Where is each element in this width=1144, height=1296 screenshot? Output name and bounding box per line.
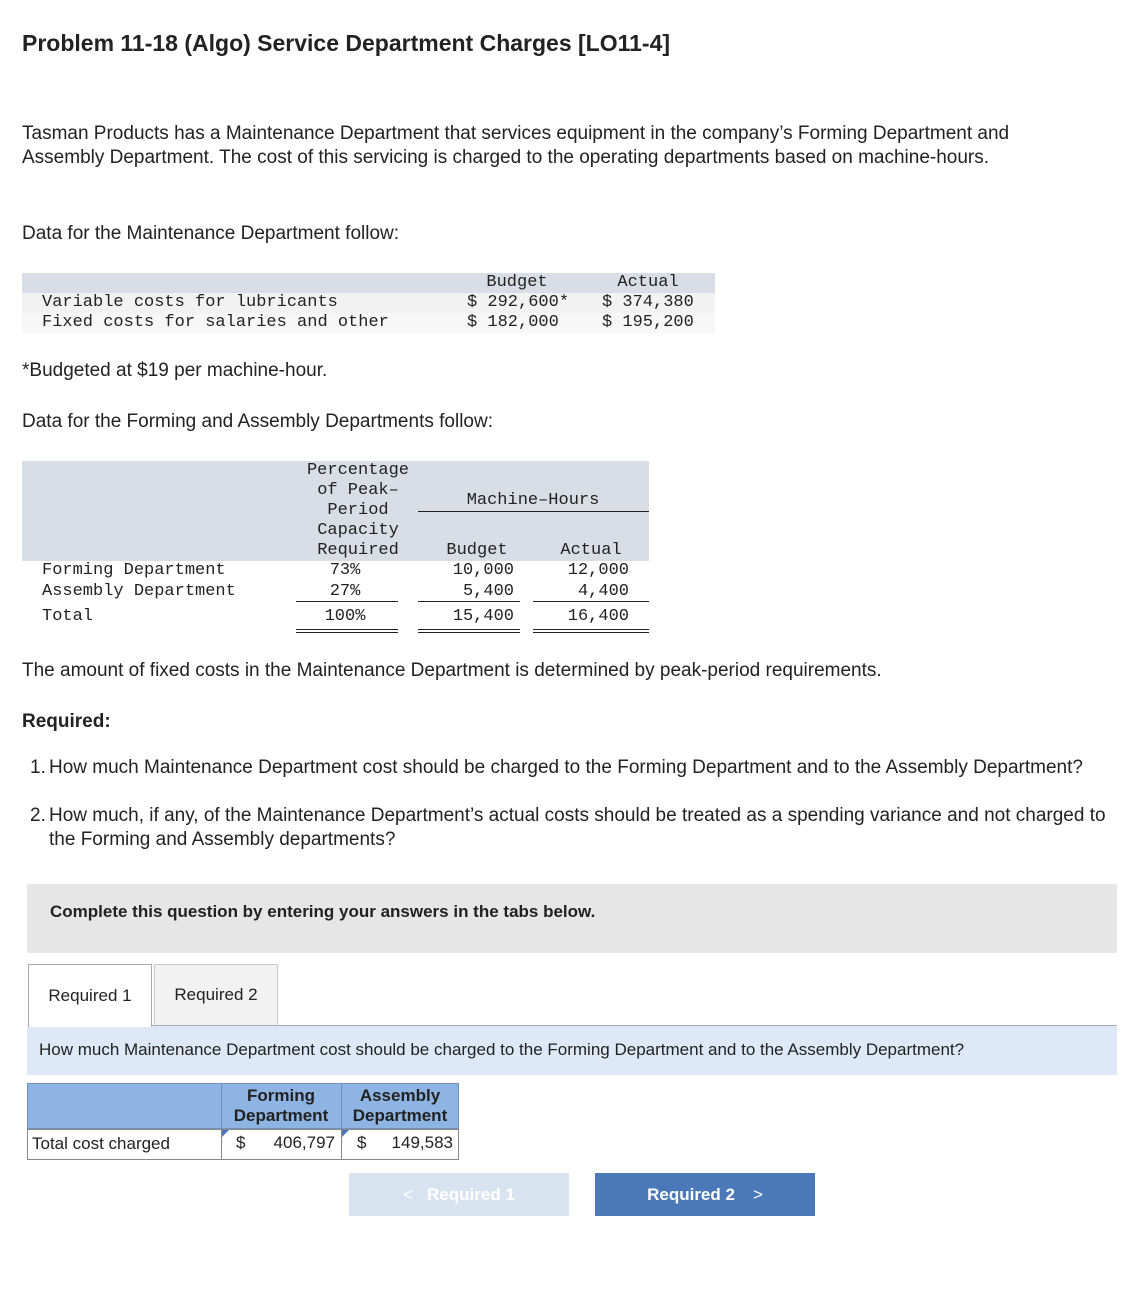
required-text: How much Maintenance Department cost should be charged to the Forming Department and to the Assembly Department?	[49, 757, 1083, 778]
maint-col-budget: Budget	[486, 273, 548, 292]
maint-row-label: Variable costs for lubricants	[42, 293, 338, 312]
dept-row-budget: 5,400	[462, 582, 514, 601]
dept-row-pct: 73%	[329, 561, 361, 580]
forming-cost-input[interactable]	[222, 1130, 341, 1159]
dept-col-budget: Budget	[446, 541, 508, 560]
machine-hours-header: Machine–Hours	[466, 491, 600, 510]
maint-row-budget: $ 182,000	[467, 313, 559, 332]
pct-header: Percentage of Peak– Period Capacity Required	[306, 461, 410, 560]
dept-col-actual: Actual	[560, 541, 622, 560]
fixed-costs-note: The amount of fixed costs in the Maintenance Department is determined by peak-period requirements.	[22, 660, 882, 681]
maint-row-actual: $ 374,380	[602, 293, 694, 312]
total-cost-charged-label: Total cost charged	[32, 1134, 170, 1153]
dept-row-label: Forming Department	[42, 561, 226, 580]
next-required-button[interactable]: Required 2 >	[595, 1173, 815, 1216]
dept-row-actual: 12,000	[567, 561, 629, 580]
forming-value: 406,797	[273, 1133, 335, 1152]
dept-row-budget: 15,400	[452, 607, 514, 626]
required-number: 1.	[30, 757, 46, 778]
dept-row-pct: 27%	[329, 582, 361, 601]
assembly-value: 149,583	[391, 1133, 453, 1152]
maint-col-actual: Actual	[617, 273, 679, 292]
required-number: 2.	[30, 805, 46, 826]
dept-row-budget: 10,000	[452, 561, 514, 580]
instruction-text: Complete this question by entering your answers in the tabs below.	[50, 902, 596, 921]
dept-row-actual: 16,400	[567, 607, 629, 626]
question-text: How much Maintenance Department cost should be charged to the Forming Department and to the Assembly Department?	[39, 1040, 965, 1059]
required-text: How much, if any, of the Maintenance Department’s actual costs should be treated as a spending variance and not charged to the Forming and Assembly departments?	[49, 805, 1106, 850]
maint-row-actual: $ 195,200	[602, 313, 694, 332]
forming-currency: $	[236, 1133, 246, 1152]
dept-row-label: Total	[42, 607, 94, 626]
assembly-currency: $	[357, 1133, 367, 1152]
footnote: *Budgeted at $19 per machine-hour.	[22, 360, 328, 381]
question-bar	[27, 1026, 1117, 1075]
forming-department-header: Forming Department	[233, 1086, 329, 1125]
dept-row-label: Assembly Department	[42, 582, 236, 601]
department-data-heading: Data for the Forming and Assembly Departments follow:	[22, 411, 493, 432]
chevron-right-icon: >	[752, 1184, 763, 1204]
maintenance-data-heading: Data for the Maintenance Department follow:	[22, 223, 400, 244]
required-label: Required:	[22, 711, 111, 732]
assembly-cost-input[interactable]	[342, 1130, 458, 1159]
dept-row-pct: 100%	[324, 607, 366, 626]
maint-row-label: Fixed costs for salaries and other	[42, 313, 389, 332]
chevron-left-icon: <	[403, 1184, 414, 1204]
maint-row-budget: $ 292,600*	[467, 293, 570, 312]
dept-row-actual: 4,400	[577, 582, 629, 601]
tab-required-1[interactable]: Required 1	[28, 964, 152, 1027]
assembly-department-header: Assembly Department	[352, 1086, 448, 1125]
page-title: Problem 11-18 (Algo) Service Department Charges [LO11-4]	[22, 30, 671, 56]
instruction-panel	[27, 884, 1117, 953]
prev-required-button[interactable]: < Required 1	[349, 1173, 569, 1216]
problem-intro: Tasman Products has a Maintenance Department that services equipment in the company’s Forming Department and Assembly Department. The cost of this servicing is charged to the operating departments based on machine-hours.	[22, 123, 1010, 168]
tab-required-2[interactable]: Required 2	[154, 964, 278, 1026]
